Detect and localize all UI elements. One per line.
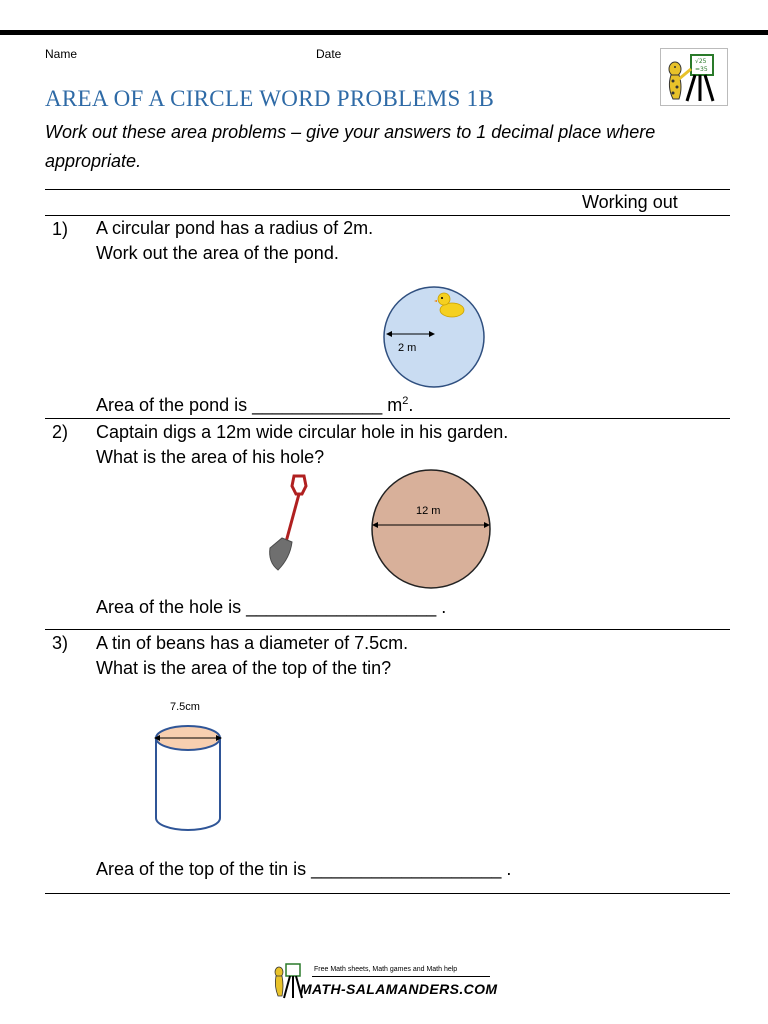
top-border — [0, 30, 768, 35]
tin-diameter-label: 7.5cm — [170, 701, 200, 713]
answer-line: Area of the hole is ___________________ . — [96, 597, 447, 617]
page-title: AREA OF A CIRCLE WORD PROBLEMS 1B — [45, 86, 495, 111]
question-number: 2) — [52, 422, 69, 442]
pond-diagram — [380, 282, 495, 392]
divider — [45, 189, 730, 190]
question-text — [96, 216, 373, 266]
divider — [45, 629, 730, 630]
question-text — [96, 420, 508, 470]
question-line: A tin of beans has a diameter of 7.5cm. — [96, 633, 409, 653]
svg-text:√25: √25 — [695, 58, 707, 65]
question-line: A circular pond has a radius of 2m. — [96, 218, 374, 238]
date-label: Date — [316, 47, 342, 61]
pond-circle — [384, 287, 484, 387]
footer-divider — [312, 976, 490, 977]
salamander-easel-logo-icon — [660, 48, 728, 106]
divider — [45, 893, 730, 894]
hole-diagram — [366, 466, 496, 592]
question-line: Work out the area of the pond. — [96, 243, 339, 263]
answer-superscript: 2 — [402, 395, 409, 407]
question-text — [96, 631, 408, 681]
question-line: What is the area of the top of the tin? — [96, 658, 392, 678]
spade-icon — [262, 472, 322, 574]
tin-body — [156, 738, 220, 830]
working-out-label: Working out — [582, 192, 678, 212]
answer-line: Area of the top of the tin is ___________________ . — [96, 859, 512, 879]
footer-tagline: Free Math sheets, Math games and Math help — [314, 966, 458, 973]
question-line: Captain digs a 12m wide circular hole in his garden. — [96, 422, 509, 442]
hole-circle — [372, 470, 490, 588]
svg-text:=35: =35 — [695, 66, 708, 73]
tin-diagram — [150, 720, 226, 834]
instructions: Work out these area problems – give your answers to 1 decimal place where appropriate. — [45, 122, 656, 171]
question-line: What is the area of his hole? — [96, 447, 325, 467]
question-number: 1) — [52, 219, 69, 239]
answer-suffix: . — [408, 395, 414, 415]
radius-label: 2 m — [398, 342, 417, 354]
question-number: 3) — [52, 633, 69, 653]
answer-text: Area of the pond is _____________ m — [96, 395, 403, 415]
footer-site-name: MATH-SALAMANDERS.COM — [300, 981, 498, 997]
answer-line — [96, 395, 413, 416]
diameter-label: 12 m — [416, 505, 441, 517]
divider — [45, 418, 730, 419]
name-label: Name — [45, 47, 78, 61]
